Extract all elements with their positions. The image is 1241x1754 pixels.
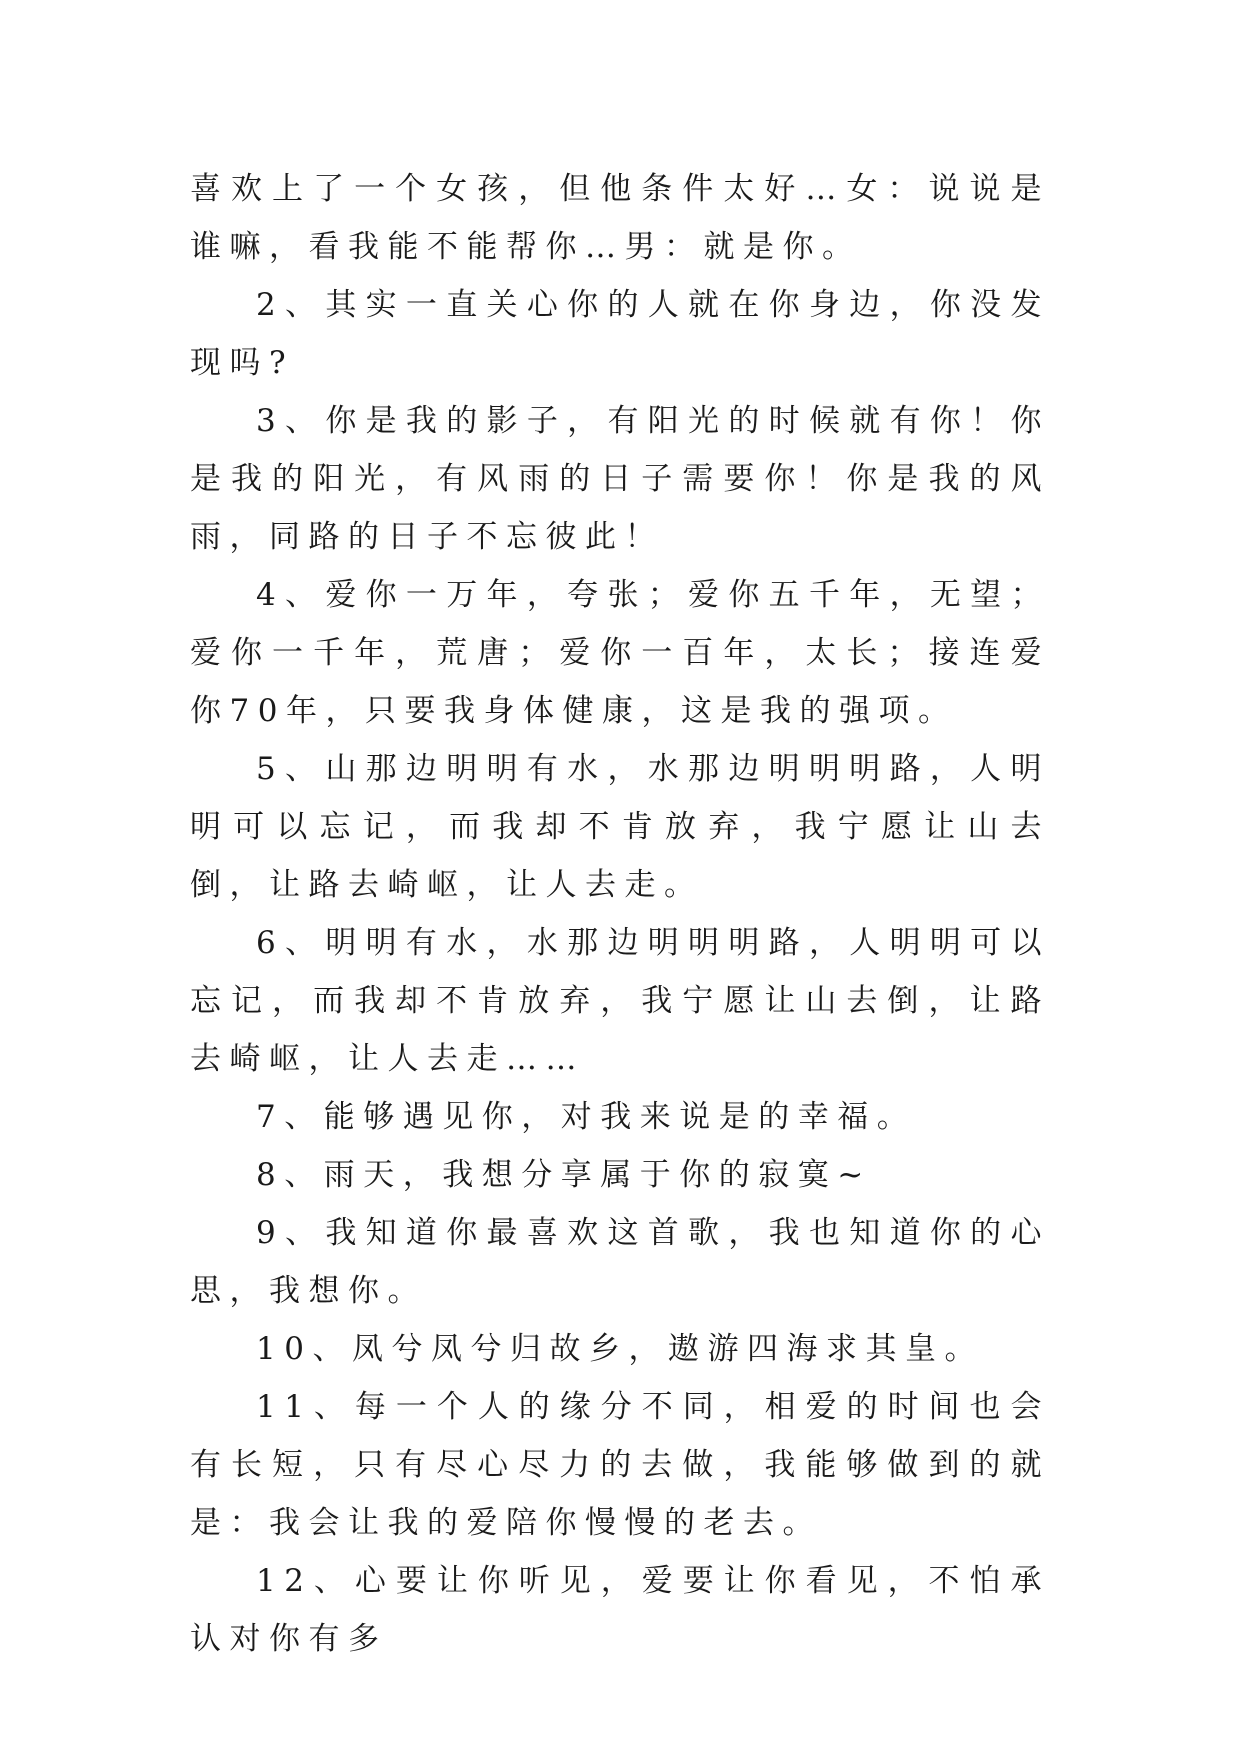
paragraph: 9、我知道你最喜欢这首歌，我也知道你的心思，我想你。: [190, 1215, 1050, 1309]
paragraph: 3、你是我的影子，有阳光的时候就有你！你是我的阳光，有风雨的日子需要你！你是我的风雨，同路的日子不忘彼此！: [190, 403, 1050, 555]
paragraph: 6、明明有水，水那边明明明路，人明明可以忘记，而我却不肯放弃，我宁愿让山去倒，让路去崎岖，让人去走……: [190, 925, 1050, 1077]
paragraph: 7、能够遇见你，对我来说是的幸福。: [256, 1099, 917, 1135]
paragraph: 2、其实一直关心你的人就在你身边，你没发现吗?: [190, 287, 1050, 381]
paragraph: 4、爱你一万年，夸张；爱你五千年，无望；爱你一千年，荒唐；爱你一百年，太长；接连爱你70年，只要我身体健康，这是我的强项。: [190, 577, 1050, 729]
paragraph: 10、凤兮凤兮归故乡，遨游四海求其皇。: [256, 1331, 984, 1367]
paragraph: 8、雨天，我想分享属于你的寂寞~: [256, 1157, 872, 1193]
paragraph: 喜欢上了一个女孩，但他条件太好…女：说说是谁嘛，看我能不能帮你…男：就是你。: [190, 171, 1050, 265]
paragraph: 5、山那边明明有水，水那边明明明路，人明明可以忘记，而我却不肯放弃，我宁愿让山去倒，让路去崎岖，让人去走。: [190, 751, 1050, 903]
paragraph: 11、每一个人的缘分不同，相爱的时间也会有长短，只有尽心尽力的去做，我能够做到的就是：我会让我的爱陪你慢慢的老去。: [190, 1389, 1050, 1541]
paragraph: 12、心要让你听见，爱要让你看见，不怕承认对你有多: [190, 1563, 1050, 1657]
document-body: [190, 160, 1050, 1668]
